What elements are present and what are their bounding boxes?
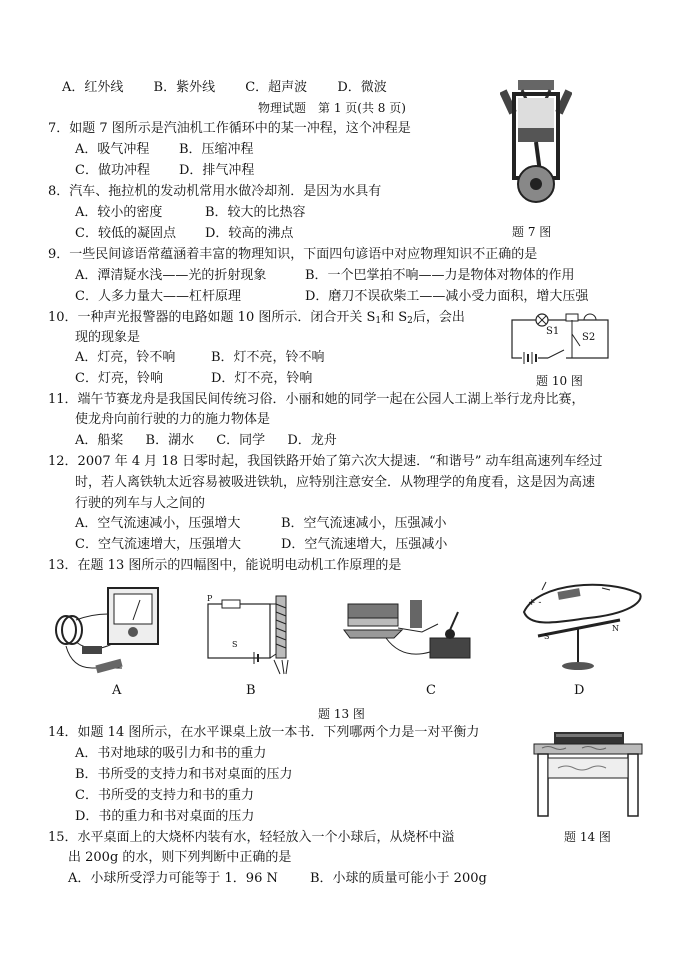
q12-stem-line3: 行驶的列车与人之间的 (75, 496, 206, 511)
q11-option-b: B．湖水 (145, 433, 195, 448)
q12-option-c: C．空气流速增大，压强增大 (75, 537, 241, 552)
fig13-b-label-p: P (207, 594, 213, 603)
q12-stem-line2: 时，若人离铁轨太近容易被吸进铁轨，应特别注意安全．从物理学的角度看，这是因为高速 (75, 475, 596, 490)
q6-option-c: C．超声波 (245, 80, 308, 95)
q11-options (75, 433, 337, 449)
q7-option-b: B．压缩冲程 (179, 142, 254, 157)
q8-option-a: A．较小的密度 (75, 205, 163, 220)
q10-stem-part1: 10．一种声光报警器的电路如题 10 图所示．闭合开关 S (48, 310, 376, 325)
q7-stem: 7．如题 7 图所示是汽油机工作循环中的某一冲程，这个冲程是 (48, 121, 411, 136)
q15-option-a: A．小球所受浮力可能等于 1．96 N (68, 871, 278, 886)
fig13-label-c: C (426, 683, 436, 698)
q14-option-a: A．书对地球的吸引力和书的重力 (75, 746, 267, 761)
q15-options-row1 (68, 871, 487, 887)
q11-option-d: D．龙舟 (287, 433, 337, 448)
q15-option-b: B．小球的质量可能小于 200g (310, 871, 487, 886)
fig13-c-motor (342, 594, 492, 668)
q6-option-a: A．红外线 (62, 80, 124, 95)
q12-options-row1 (75, 516, 447, 532)
q8-option-c: C．较低的凝固点 (75, 226, 176, 241)
fig13-b-electromagnet (200, 590, 300, 676)
q9-options-row2 (75, 289, 588, 305)
fig13-d-suspended-coil (518, 578, 648, 674)
q11-option-a: A．船桨 (75, 433, 124, 448)
fig14-caption: 题 14 图 (564, 830, 611, 844)
fig13-d-label-plus-minus: + - (528, 598, 542, 608)
fig13-label-b: B (246, 683, 256, 698)
q12-options-row2 (75, 537, 447, 553)
q10-stem-line1 (48, 310, 465, 329)
q9-option-d: D．磨刀不误砍柴工——减小受力面积，增大压强 (305, 289, 589, 304)
q10-option-c: C．灯亮，铃响 (75, 371, 163, 386)
q13-stem: 13．在题 13 图所示的四幅图中，能说明电动机工作原理的是 (48, 558, 402, 573)
q9-option-a: A．潭清疑水浅——光的折射现象 (75, 268, 267, 283)
fig13-b-label-s: S (232, 640, 238, 649)
q12-option-a: A．空气流速减小，压强增大 (75, 516, 241, 531)
q8-options-row1 (75, 205, 306, 221)
q12-option-b: B．空气流速减小，压强减小 (281, 516, 447, 531)
q12-option-d: D．空气流速增大，压强减小 (281, 537, 448, 552)
q14-option-b: B．书所受的支持力和书对桌面的压力 (75, 767, 293, 782)
q15-stem-line2: 出 200g 的水，则下列判断中正确的是 (68, 850, 292, 865)
fig7-caption: 题 7 图 (512, 225, 552, 239)
q11-option-c: C．同学 (216, 433, 266, 448)
q10-s1-subscript: 1 (375, 316, 382, 326)
book-on-desk-figure (532, 728, 644, 818)
q6-options (62, 80, 387, 96)
fig13-caption: 题 13 图 (318, 707, 365, 721)
fig13-a-galvanometer (52, 584, 164, 674)
fig10-label-s2: S2 (582, 332, 596, 343)
q15-stem-line1: 15．水平桌面上的大烧杯内装有水，轻轻放入一个小球后，从烧杯中溢 (48, 830, 455, 845)
q9-option-c: C．人多力量大——杠杆原理 (75, 289, 241, 304)
q10-stem-line2: 现的现象是 (75, 330, 141, 345)
q10-stem-part2: 和 S (381, 310, 408, 325)
q9-options-row1 (75, 268, 575, 284)
q6-option-d: D．微波 (337, 80, 387, 95)
q7-options-row2 (75, 163, 254, 179)
q12-stem-line1: 12．2007 年 4 月 18 日零时起，我国铁路开始了第六次大提速．“和谐号” 动车组高速列车经过 (48, 454, 603, 469)
fig10-caption: 题 10 图 (536, 374, 583, 388)
alarm-circuit-figure (506, 308, 616, 364)
q10-stem-part3: 后，会出 (412, 310, 465, 325)
fig13-label-a: A (112, 683, 122, 698)
q6-option-b: B．紫外线 (153, 80, 216, 95)
q9-option-b: B．一个巴掌拍不响——力是物体对物体的作用 (305, 268, 575, 283)
q7-options-row1 (75, 142, 254, 158)
q8-option-b: B．较大的比热容 (205, 205, 306, 220)
fig13-d-label-s: S (544, 632, 550, 641)
q10-options-row2 (75, 371, 312, 387)
fig13-d-label-n: N (612, 624, 619, 633)
q14-option-c: C．书所受的支持力和书的重力 (75, 788, 254, 803)
q14-option-d: D．书的重力和书对桌面的压力 (75, 809, 255, 824)
q10-option-d: D．灯不亮，铃响 (211, 371, 313, 386)
q8-option-d: D．较高的沸点 (205, 226, 294, 241)
q7-option-c: C．做功冲程 (75, 163, 150, 178)
engine-cylinder-figure (500, 76, 572, 206)
q7-option-a: A．吸气冲程 (75, 142, 150, 157)
q10-option-b: B．灯不亮，铃不响 (211, 350, 325, 365)
q8-options-row2 (75, 226, 293, 242)
q9-stem: 9．一些民间谚语常蕴涵着丰富的物理知识，下面四句谚语中对应物理知识不正确的是 (48, 247, 538, 262)
q10-option-a: A．灯亮，铃不响 (75, 350, 176, 365)
q14-stem: 14．如题 14 图所示，在水平课桌上放一本书．下列哪两个力是一对平衡力 (48, 725, 480, 740)
q11-stem-line2: 使龙舟向前行驶的力的施力物体是 (75, 412, 271, 427)
page-footer: 物理试题 第 1 页(共 8 页) (258, 101, 406, 115)
q7-option-d: D．排气冲程 (179, 163, 255, 178)
fig10-label-s1: S1 (546, 326, 560, 337)
fig13-label-d: D (574, 683, 585, 698)
q8-stem: 8．汽车、拖拉机的发动机常用水做冷却剂．是因为水具有 (48, 184, 382, 199)
q10-s2-subscript: 2 (407, 316, 413, 326)
q11-stem-line1: 11．端午节赛龙舟是我国民间传统习俗．小丽和她的同学一起在公园人工湖上举行龙舟比赛， (48, 392, 585, 407)
q10-options-row1 (75, 350, 325, 366)
